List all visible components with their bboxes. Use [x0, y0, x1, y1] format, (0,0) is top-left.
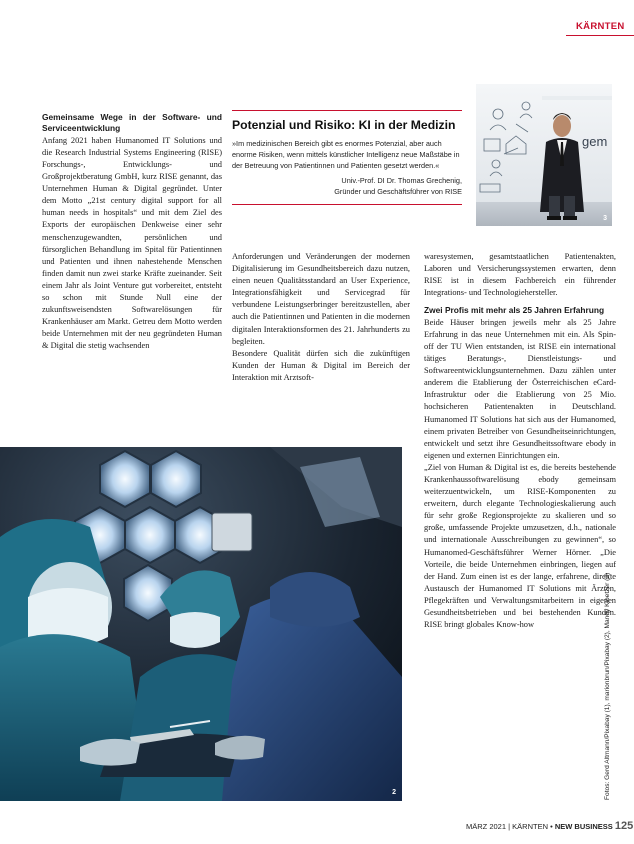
right-column-paragraph-2: „Ziel von Human & Digital ist es, die bereits bestehende Krankenhaussoftwarelösung ebody gemeinsam weiterzuentwickeln, um RISE-Komponenten zu erweitern, durch elegante Technologieskalierung auch für sehr große Regionsprojekte zu skalieren und so große, umfassende Projekte umzusetzen, d.h., nationale und internationale Ausschreibungen zu gewinnen“, so Humanomed-Geschäftsführer Werner Hörner. „Die Vorteile, die beide Unternehmen einbringen, liegen auf der Hand. Zum einen ist es der lange, erfahrene, direkte Austausch der Humanomed IT Solutions mit Ärzten, Pflegekräften und Verwaltungsmitarbeitern in eigenen Gesundheitsbetrieben und bei bestehenden Kunden. RISE bringt globales Know-how	[424, 462, 616, 630]
quote-signature-name: Univ.-Prof. DI Dr. Thomas Grechenig,	[341, 175, 462, 185]
quote-text: »Im medizinischen Bereich gibt es enormes Potenzial, aber auch enorme Risiken, wenn mittels künstlicher Intelligenz neue Maßstäbe in der Betreuung von Patientinnen und Patienten gesetzt werden.«	[232, 139, 460, 171]
quote-title: Potenzial und Risiko: KI in der Medizin	[232, 118, 456, 132]
quote-box	[232, 110, 462, 205]
portrait-illustration	[476, 84, 612, 226]
quote-signature	[232, 175, 462, 199]
left-column-paragraph: Anfang 2021 haben Humanomed IT Solutions und die Research Industrial Systems Engineering (RISE) Forschungs-, Entwicklungs- und Großprojektberatung GmbH, kurz RISE genannt, das Unternehmen Human & Digital gegründet. Unter dem Motto „21st century digital support for all human needs in hospitals“ und mit dem Ziel des Exports der europäischen Denkweise einer sehr menschenzugewandten, persönlichen und fürsorglichen Behandlung im Spital für Patientinnen und Patienten und ihnen nahestehende Menschen finden damit nun zwei starke Kräfte zueinander. Seit einem Jahr als Joint Venture gut vorbereitet, entsteht so schon mit Stunde Null eine der zukunftsweisendsten Softwarelösungen für Krankenhäuser am Markt. Getreu dem Motto werden beide Unternehmen mit der neu gegründeten Human & Digital die stetig wachsenden	[42, 135, 222, 351]
middle-column	[232, 251, 410, 384]
footer-date: MÄRZ 2021	[466, 822, 507, 831]
surgery-illustration	[0, 447, 402, 801]
wall-text: gem	[582, 134, 608, 149]
section-rule	[566, 35, 634, 36]
right-column-heading: Zwei Profis mit mehr als 25 Jahren Erfahrung	[424, 305, 605, 316]
section-tag: KÄRNTEN	[576, 21, 625, 32]
middle-column-paragraph-1: Anforderungen und Veränderungen der modernen Digitalisierung im Gesundheitsbereich dazu nutzen, einen neuen Qualitätsstandard an User Experience, Integrationsfähigkeit und Servicegrad für verbundene Leistungserbringer bereitzustellen, aber auch die Patientinnen und Patienten in die modernen digitalen Interaktionsformen des 21. Jahrhunderts zu begleiten.	[232, 252, 410, 346]
right-column	[424, 251, 616, 631]
footer-bullet: •	[550, 822, 555, 831]
footer-section: KÄRNTEN	[512, 822, 549, 831]
left-column-heading: Gemeinsame Wege in der Software- und Serviceentwicklung	[42, 112, 222, 134]
left-column	[42, 112, 222, 353]
portrait-caption-number: 3	[603, 215, 607, 222]
footer-separator: |	[508, 822, 513, 831]
right-column-paragraph-1: Beide Häuser bringen jeweils mehr als 25 Jahre Erfahrung in das neue Unternehmen mit ein. Als Spin-off der TU Wien entstanden, ist RISE ein international tätiges Beratungs-, Dienstleistungs- und Softwareentwicklungsunternehmen. Dazu zählen unter anderem die Etablierung der Österreichischen eCard-Infrastruktur oder die Etablierung von 25 Mio. hochsicheren Patientenakten in Deutschland. Humanomed IT Solutions hat sich aus der Humanomed, einem privaten Betreiber von Gesundheitseinrichtungen, entwickelt und setzt ihre Gesundheitssoftware ebody in eigenen und externen Einrichtungen ein.	[424, 317, 616, 460]
quote-top-rule	[232, 110, 462, 111]
surgery-photo	[0, 447, 402, 801]
page-number: 125	[614, 820, 634, 832]
middle-column-paragraph-2: Besondere Qualität dürfen sich die zukünftigen Kunden der Human & Digital im Bereich der Interaktion mit Arztsoft-	[232, 348, 410, 382]
quote-bottom-rule	[232, 204, 462, 205]
page-footer	[466, 820, 633, 832]
right-column-intro: waresystemen, gesamtstaatlichen Patientenakten, Laboren und Versicherungssystemen erwarten, denn RISE ist in diesem Fachbereich ein führender Integrations- und Technologiehersteller.	[424, 252, 616, 298]
portrait-photo	[476, 84, 612, 226]
surgery-caption-number: 2	[392, 789, 396, 796]
photo-credit: Fotos: Gerd Altmann/Pixabay (1), marionbrun/Pixabay (2), Mandy Kloetzer (3)	[604, 572, 611, 800]
footer-magazine: NEW BUSINESS	[554, 822, 613, 831]
quote-signature-role: Gründer und Geschäftsführer von RISE	[334, 187, 462, 197]
